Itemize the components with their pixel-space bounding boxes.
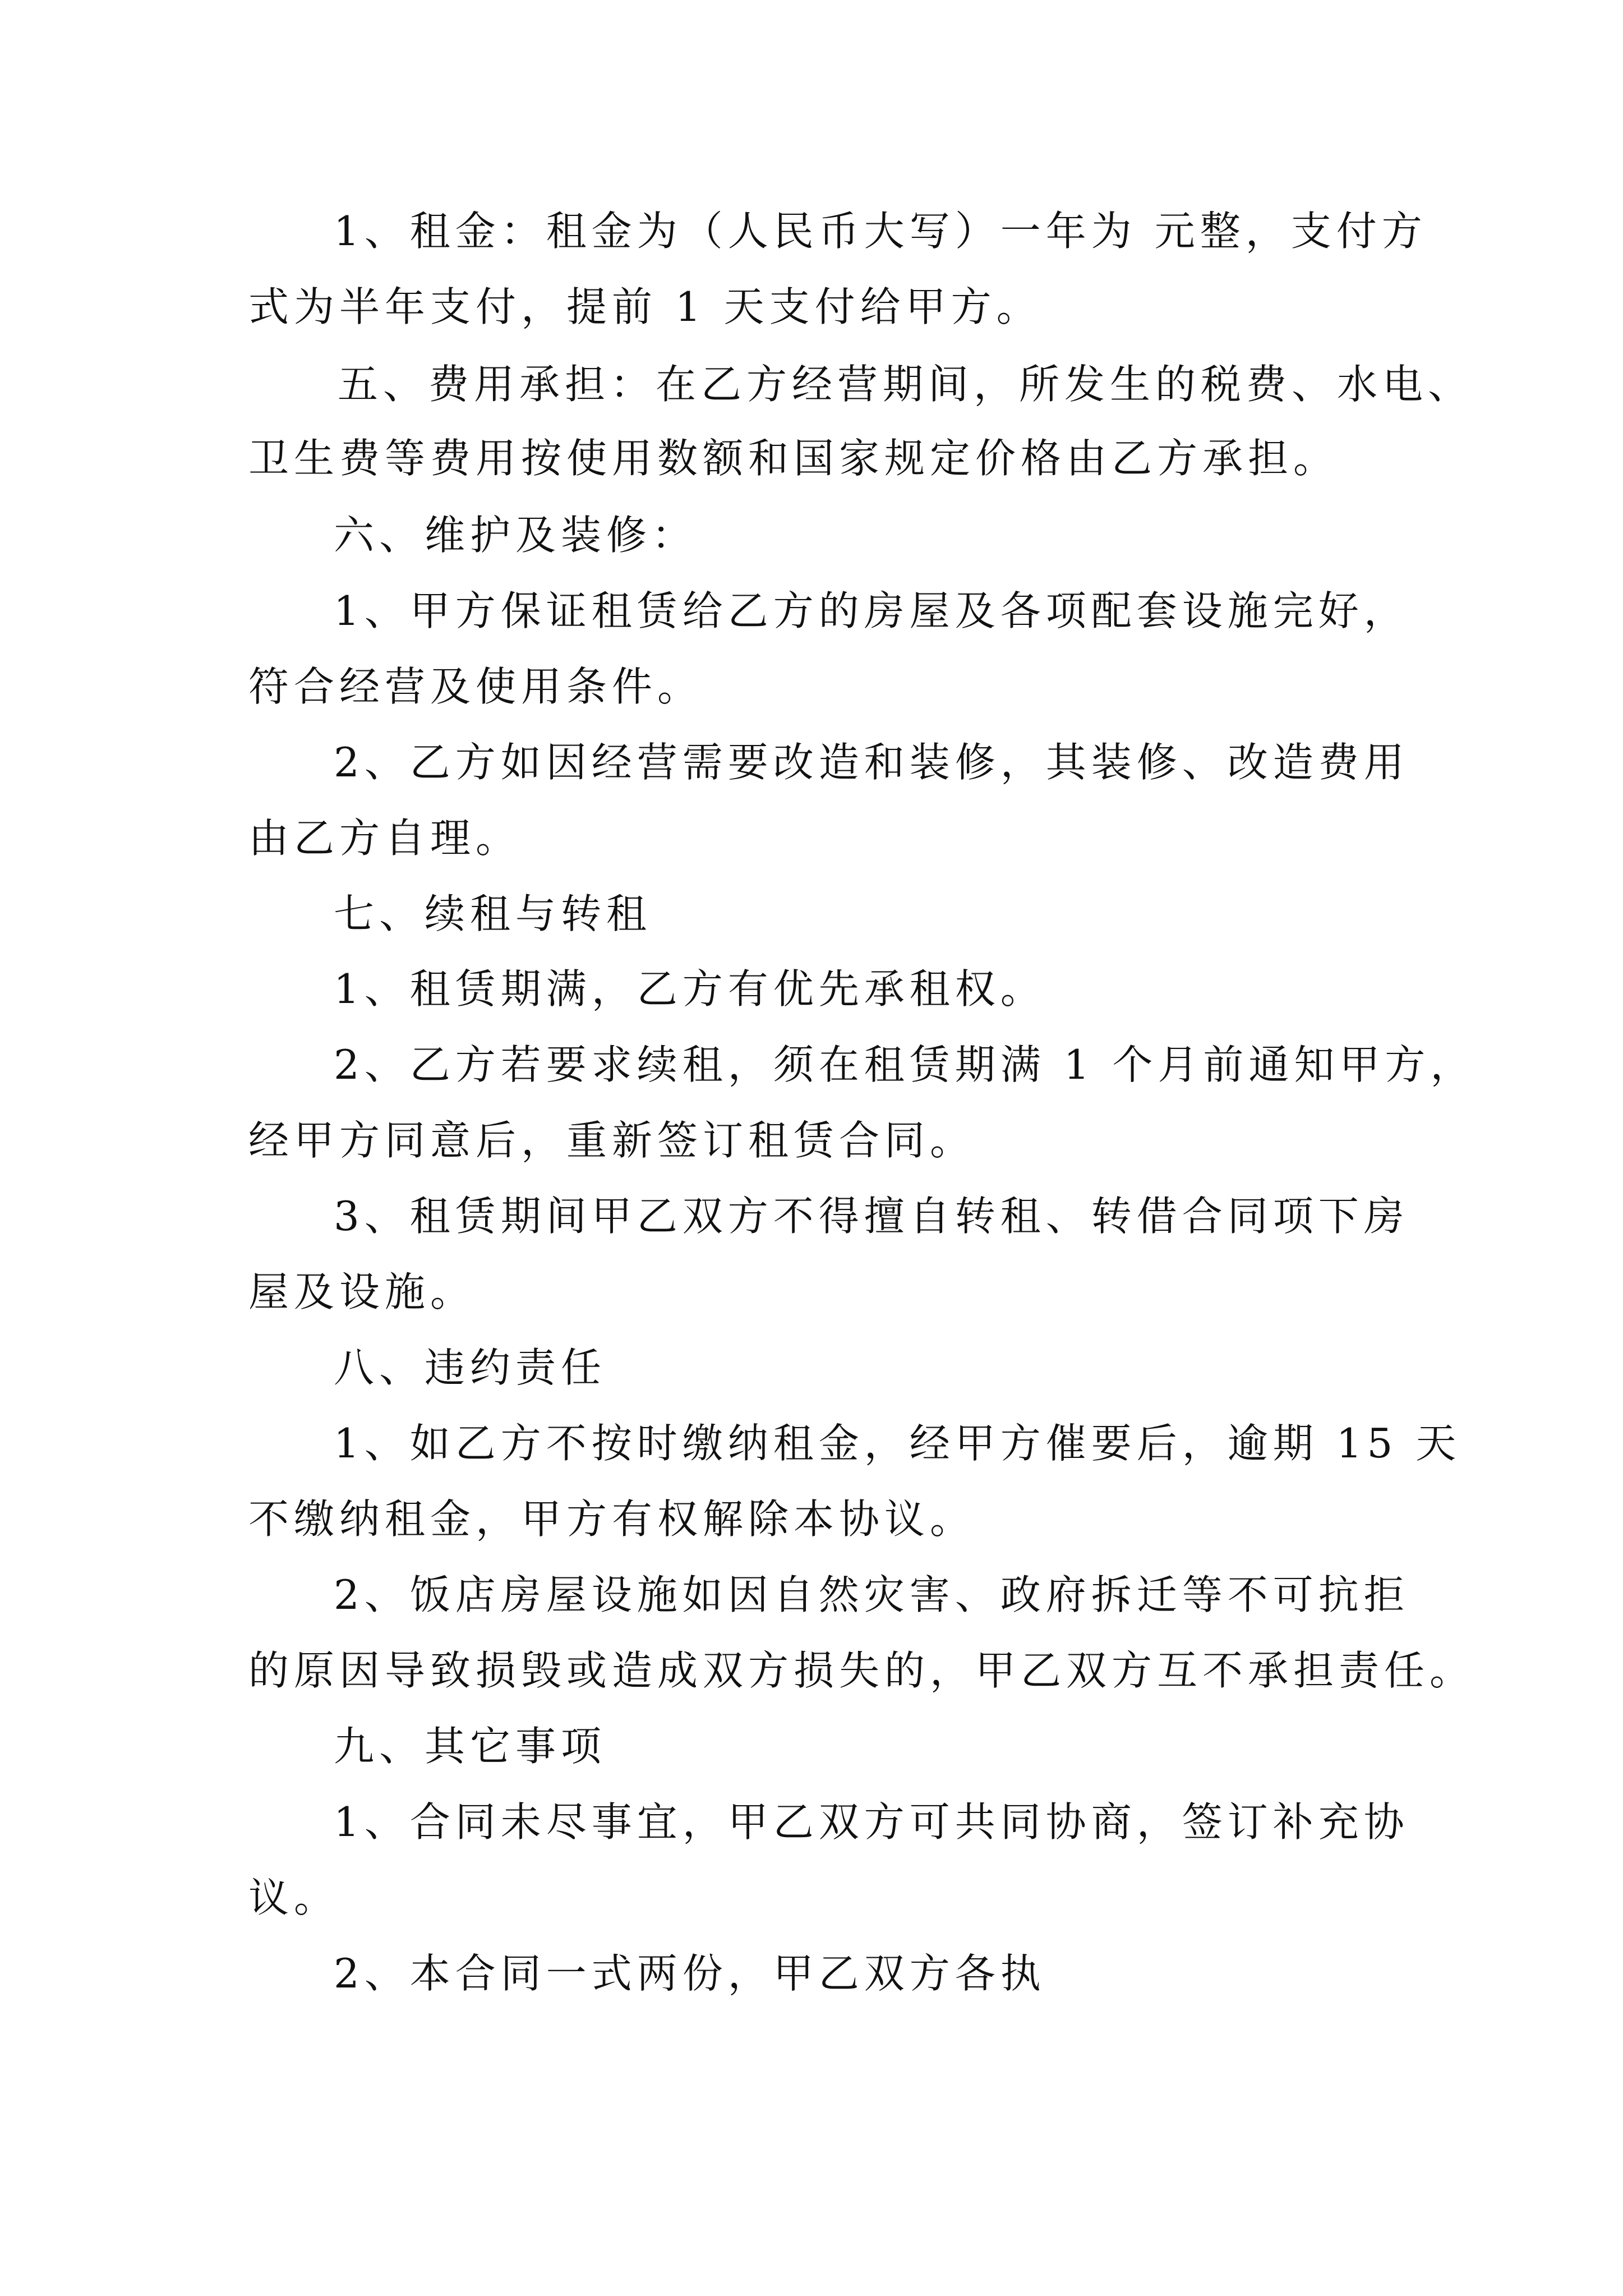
text-line: 2、乙方如因经营需要改造和装修，其装修、改造费用 [334,739,1409,786]
text-line: 符合经营及使用条件。 [248,663,703,710]
text-line: 1、合同未尽事宜，甲乙双方可共同协商，签订补充协 [334,1798,1409,1846]
text-line: 2、饭店房屋设施如因自然灾害、政府拆迁等不可抗拒 [334,1571,1409,1618]
text-line: 1、租金：租金为（人民币大写）一年为 元整，支付方 [334,208,1427,255]
section-heading: 六、维护及装修： [334,512,698,559]
text-line: 2、本合同一式两份，甲乙双方各执 [334,1950,1046,1997]
text-line: 的原因导致损毁或造成双方损失的，甲乙双方互不承担责任。 [248,1647,1476,1694]
text-line: 由乙方自理。 [248,815,522,862]
text-line: 经甲方同意后，重新签订租赁合同。 [248,1117,976,1164]
text-line: 议。 [248,1874,340,1921]
section-heading: 七、续租与转租 [334,890,652,937]
text-line: 1、甲方保证租赁给乙方的房屋及各项配套设施完好， [334,587,1409,634]
text-line: 不缴纳租金，甲方有权解除本协议。 [248,1496,976,1543]
text-line: 1、租赁期满，乙方有优先承租权。 [334,965,1046,1013]
text-line: 2、乙方若要求续租，须在租赁期满 1 个月前通知甲方， [334,1041,1476,1088]
section-heading: 九、其它事项 [334,1723,607,1770]
text-line: 3、租赁期间甲乙双方不得擅自转租、转借合同项下房 [334,1193,1409,1240]
text-line: 1、如乙方不按时缴纳租金，经甲方催要后，逾期 15 天 [334,1420,1461,1467]
text-line: 五、费用承担：在乙方经营期间，所发生的税费、水电、 [338,361,1474,408]
section-heading: 八、违约责任 [334,1344,607,1391]
text-line: 屋及设施。 [248,1268,476,1315]
text-line: 式为半年支付，提前 1 天支付给甲方。 [248,283,1042,330]
text-line: 卫生费等费用按使用数额和国家规定价格由乙方承担。 [248,435,1339,482]
